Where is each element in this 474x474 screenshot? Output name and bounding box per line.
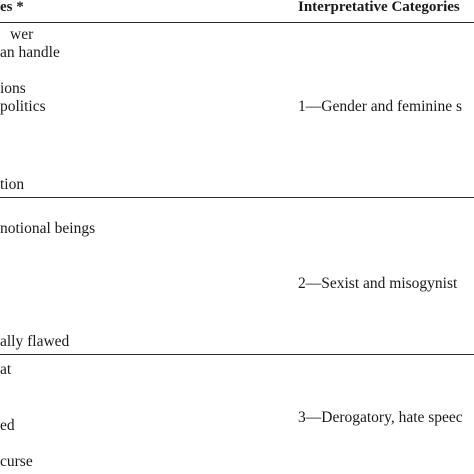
header-col-2: Interpretative Categories — [298, 0, 460, 15]
group-1-line-1: wer — [10, 26, 34, 43]
group-3-category: 3—Derogatory, hate speec — [298, 409, 463, 426]
group-1-category: 1—Gender and feminine s — [298, 98, 462, 115]
group-1-line-3: ions — [0, 80, 26, 97]
header-col-1: es * — [0, 0, 24, 15]
group-3-line-3: curse — [0, 453, 33, 470]
group-3-line-1: at — [0, 361, 12, 378]
group-2-line-2: ally flawed — [0, 333, 70, 350]
group-2-line-1: notional beings — [0, 220, 96, 237]
group-1-line-2: an handle — [0, 44, 60, 61]
group-3-line-2: ed — [0, 417, 15, 434]
group-2-category: 2—Sexist and misogynist — [298, 275, 458, 292]
group-1-rule — [0, 197, 474, 198]
header-rule — [0, 22, 474, 23]
group-1-line-4: politics — [0, 98, 46, 115]
group-2-rule — [0, 354, 474, 355]
group-1-line-5: tion — [0, 176, 25, 193]
